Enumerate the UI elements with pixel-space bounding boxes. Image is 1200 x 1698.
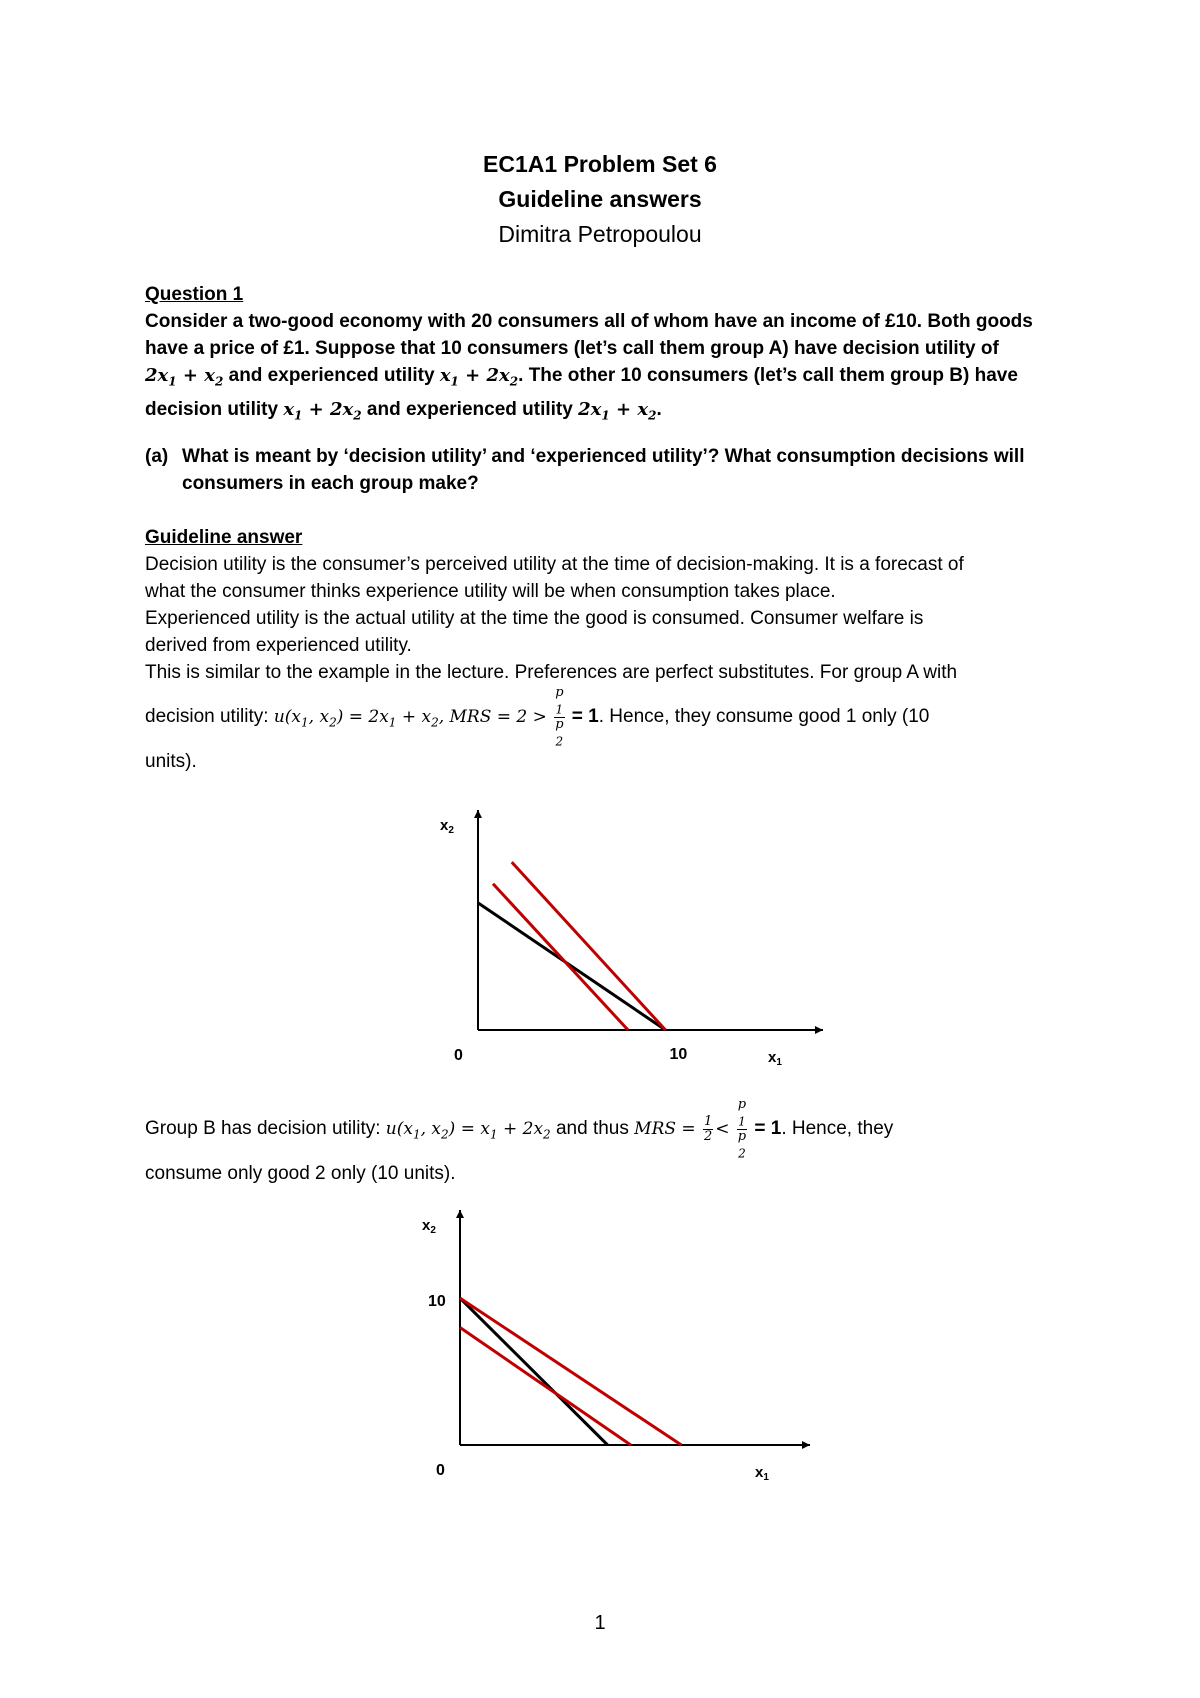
answer-line-3: Experienced utility is the actual utility at the time the good is consumed. Consumer welfare is xyxy=(145,608,924,629)
group-a-origin-label: 0 xyxy=(454,1047,463,1064)
decision-utility-a: $2x_1 + x_2$ xyxy=(145,365,224,389)
answer-line-7: units). xyxy=(145,751,197,773)
budget-line-line xyxy=(460,1298,608,1445)
question-line-4: decision utility $x_1 + 2x_2$ and experienced utility $2x_1 + x_2$. xyxy=(145,398,662,423)
group-a-lines xyxy=(478,862,666,1030)
answer-text xyxy=(145,551,1065,775)
group-a-x-axis-label: $x_1$ xyxy=(768,1049,782,1068)
group-a-chart xyxy=(420,795,860,1070)
part-a-line-1: What is meant by ‘decision utility’ and ‘experienced utility’? What consumption decisions will xyxy=(182,446,1025,467)
group-b-utility-formula: $u(x_1$, $x_2) = x_1 + 2x_2$ xyxy=(385,1119,551,1142)
part-a xyxy=(145,443,1065,497)
document-author: Dimitra Petropoulou xyxy=(498,221,702,247)
answer-line-1: Decision utility is the consumer’s perceived utility at the time of decision-making. It is a forecast of xyxy=(145,554,964,575)
indifference-curve-higher-line xyxy=(460,1298,681,1445)
question-line-2: have a price of £1. Suppose that 10 consumers (let’s call them group A) have decision utility of xyxy=(145,338,999,359)
less-than-sign: < xyxy=(715,1119,730,1140)
decision-utility-b: $x_1 + 2x_2$ xyxy=(283,398,362,423)
group-b-y-axis-label: $x_2$ xyxy=(422,1217,436,1236)
budget-line-line xyxy=(478,903,666,1030)
indifference-curve-lower-line xyxy=(493,884,628,1030)
group-b-x-axis-label: $x_1$ xyxy=(755,1464,769,1483)
answer-line-2: what the consumer thinks experience utility will be when consumption takes place. xyxy=(145,581,836,602)
experienced-utility-a: $x_1 + 2x_2$ xyxy=(439,365,519,389)
page-number: 1 xyxy=(594,1612,606,1634)
price-ratio-value-b: = 1 xyxy=(754,1118,782,1140)
indifference-curve-higher-line xyxy=(512,862,666,1030)
group-a-utility-formula: $u(x_1$, $x_2) = 2x_1 + x_2$, MRS = 2 > xyxy=(273,707,547,730)
group-b-chart xyxy=(405,1200,845,1490)
answer-heading: Guideline answer xyxy=(145,527,303,548)
price-ratio-value-a: = 1 xyxy=(571,706,599,728)
question-heading: Question 1 xyxy=(145,284,244,305)
group-a-x-tick-10: 10 xyxy=(669,1046,688,1063)
x-axis-arrow xyxy=(802,1441,810,1449)
part-a-label: (a) xyxy=(145,446,169,467)
document-title: EC1A1 Problem Set 6 xyxy=(483,151,717,177)
group-b-lines xyxy=(460,1298,681,1445)
group-b-text xyxy=(145,1098,1065,1187)
question-text xyxy=(145,308,1065,429)
group-b-y-tick-10: 10 xyxy=(428,1293,446,1311)
group-b-line-1: Group B has decision utility: $u(x_1$, $x_2) = x_1 + 2x_2$ and thus MRS = $\frac{1}{2}$ < p $_1$ p $_2$ = 1. Hence, they xyxy=(145,1097,894,1161)
experienced-utility-b: $2x_1 + x_2$ xyxy=(578,398,657,423)
question-line-3: $2x_1 + x_2$ and experienced utility $x_1 + 2x_2$. The other 10 consumers (let’s call them group B) have xyxy=(145,365,1018,389)
document-subtitle: Guideline answers xyxy=(498,186,702,212)
indifference-curve-lower-line xyxy=(460,1328,631,1446)
price-ratio-a: p $_1$ p $_2$ xyxy=(555,685,564,749)
group-a-y-axis-label: $x_2$ xyxy=(440,817,454,836)
mrs-b: MRS = xyxy=(634,1119,696,1140)
x-axis-arrow xyxy=(815,1026,823,1034)
answer-line-6: decision utility: $u(x_1$, $x_2) = 2x_1 + x_2$, MRS = 2 > p $_1$ p $_2$ = 1. Hence, they consume good 1 only (10 xyxy=(145,685,930,749)
y-axis-arrow xyxy=(474,810,482,818)
question-line-1: Consider a two-good economy with 20 consumers all of whom have an income of £10. Both goods xyxy=(145,311,1033,332)
price-ratio-b: p $_1$ p $_2$ xyxy=(737,1097,747,1161)
part-a-line-2: consumers in each group make? xyxy=(182,473,479,494)
answer-line-5: This is similar to the example in the lecture. Preferences are perfect substitutes. For group A with xyxy=(145,662,958,683)
answer-line-4: derived from experienced utility. xyxy=(145,635,412,656)
y-axis-arrow xyxy=(456,1210,464,1218)
group-b-line-2: consume only good 2 only (10 units). xyxy=(145,1163,456,1185)
mrs-b-fraction: $\frac{1}{2}$ xyxy=(703,1113,713,1144)
group-b-origin-label: 0 xyxy=(436,1462,445,1479)
